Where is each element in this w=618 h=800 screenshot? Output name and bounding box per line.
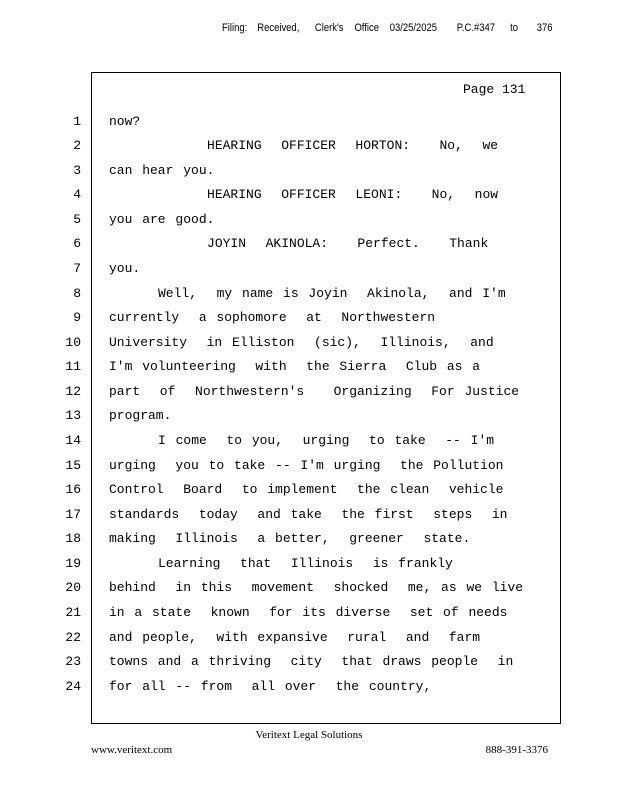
line-text: JOYIN AKINOLA: Perfect. Thank [109,236,489,251]
line-number: 16 [65,482,81,497]
line-text: currently a sophomore at Northwestern [109,310,436,325]
line-number: 11 [65,359,81,374]
line-text: in a state known for its diverse set of needs [109,605,508,620]
line-number: 24 [65,679,81,694]
line-number: 15 [65,458,81,473]
line-text: part of Northwestern's Organizing For Justice [109,384,520,399]
footer-company: Veritext Legal Solutions [255,729,363,741]
footer-phone: 888-391-3376 [485,744,548,756]
line-text: HEARING OFFICER HORTON: No, we [109,138,499,153]
line-number: 17 [65,507,81,522]
line-text: you. [109,261,141,276]
line-text: program. [109,408,172,423]
line-number: 1 [73,114,81,129]
line-text: standards today and take the first steps in [109,507,508,522]
line-text: urging you to take -- I'm urging the Pollution [109,458,504,473]
line-number: 7 [73,261,81,276]
line-text: I come to you, urging to take -- I'm [109,433,495,448]
line-text: behind in this movement shocked me, as we live [109,580,524,595]
line-number: 10 [65,335,81,350]
line-text: Learning that Illinois is frankly [109,556,453,571]
filing-header [222,22,553,38]
line-number: 5 [73,212,81,227]
line-number: 23 [65,654,81,669]
line-text: and people, with expansive rural and farm [109,630,481,645]
office-label: Office [354,22,379,34]
clerks-label: Clerk's [314,22,344,34]
line-number: 21 [65,605,81,620]
received-label: Received, [257,22,300,34]
line-number: 19 [65,556,81,571]
total-pages: 376 [536,22,553,34]
line-number: 3 [73,163,81,178]
line-text: towns and a thriving city that draws people in [109,654,514,669]
line-number: 4 [73,187,81,202]
to-label: to [510,22,519,34]
line-number: 22 [65,630,81,645]
line-text: HEARING OFFICER LEONI: No, now [109,187,499,202]
line-number: 9 [73,310,81,325]
line-text: for all -- from all over the country, [109,679,432,694]
line-text: Control Board to implement the clean vehicle [109,482,504,497]
line-number: 6 [73,236,81,251]
line-text: making Illinois a better, greener state. [109,531,471,546]
filing-label: Filing: [222,22,248,34]
filing-date: 03/25/2025 [389,22,438,34]
line-text: Well, my name is Joyin Akinola, and I'm [109,286,506,301]
line-text: I'm volunteering with the Sierra Club as a [109,359,481,374]
line-number: 2 [73,138,81,153]
line-text: University in Elliston (sic), Illinois, and [109,335,494,350]
page-number: Page 131 [463,82,526,97]
line-number: 12 [65,384,81,399]
line-number: 13 [65,408,81,423]
line-text: now? [109,114,141,129]
line-number: 8 [73,286,81,301]
pc-number: P.C.#347 [456,22,496,34]
line-text: you are good. [109,212,215,227]
line-text: can hear you. [109,163,215,178]
line-number: 18 [65,531,81,546]
footer-website: www.veritext.com [91,744,173,756]
line-number: 20 [65,580,81,595]
line-number: 14 [65,433,81,448]
